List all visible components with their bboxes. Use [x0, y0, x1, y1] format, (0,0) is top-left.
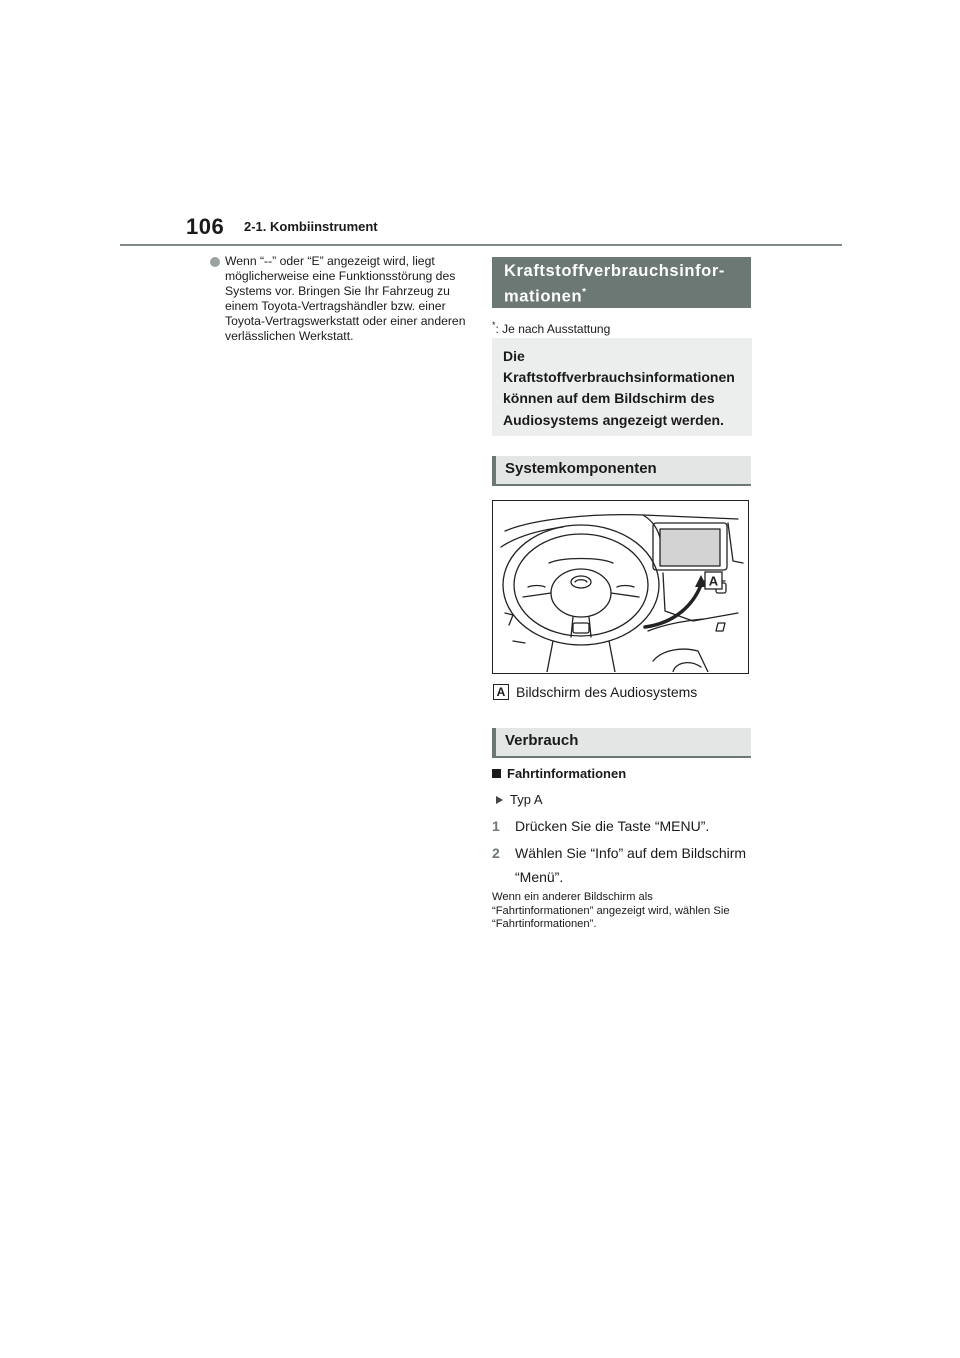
dashboard-drawing: [493, 501, 747, 672]
step-item: [492, 841, 752, 889]
intro-text: Die Kraftstoffverbrauchsinformationen können auf dem Bildschirm des Audiosystems angezeigt werden.: [503, 348, 735, 428]
subheading-components-label: Systemkomponenten: [505, 460, 657, 477]
section-title: 2-1. Kombiinstrument: [244, 219, 378, 234]
intro-box: [492, 338, 752, 436]
page-number: 106: [186, 214, 225, 239]
bullet-dot-icon: [210, 257, 220, 267]
section-heading-line2: mationen: [504, 287, 583, 306]
callout-text: Bildschirm des Audiosystems: [516, 684, 698, 700]
footnote: [492, 320, 610, 336]
figure-callout-a: A: [708, 573, 719, 589]
footnote-asterisk: *: [492, 320, 496, 330]
heading-asterisk: *: [582, 287, 587, 298]
bullet-heading: [492, 766, 626, 781]
section-heading-line1: Kraftstoffverbrauchsinfor-: [504, 262, 725, 280]
bullet-heading-text: Fahrtinformationen: [507, 766, 627, 781]
triangle-bullet-icon: [496, 796, 503, 804]
dashboard-illustration: [492, 500, 749, 674]
subheading-consumption-label: Verbrauch: [505, 732, 579, 749]
step-text: Drücken Sie die Taste “MENU”.: [515, 818, 710, 834]
header-divider: [120, 244, 842, 246]
square-bullet-icon: [492, 769, 501, 778]
step-number: 1: [492, 818, 500, 834]
info-note: Wenn ein anderer Bildschirm als “Fahrtinformationen” angezeigt wird, wählen Sie “Fahrtinformationen”.: [492, 891, 730, 931]
type-label-text: Typ A: [510, 792, 543, 807]
type-label: [496, 792, 543, 807]
subheading-components: [492, 456, 751, 486]
subheading-consumption: [492, 728, 751, 758]
warning-note: [210, 254, 468, 345]
section-heading: [492, 257, 751, 308]
step-item: [492, 814, 752, 838]
warning-note-text: Wenn “--” oder “E” angezeigt wird, liegt möglicherweise eine Funktionsstörung des Systems vor. Bringen Sie Ihr Fahrzeug zu einem Toyota-Vertragshändler bzw. einer Toyota-Vertragswerkstatt oder einer anderen verlässlichen Werkstatt.: [225, 254, 466, 344]
step-text: Wählen Sie “Info” auf dem Bildschirm “Menü”.: [515, 845, 747, 885]
step-number: 2: [492, 845, 500, 861]
footnote-text: : Je nach Ausstattung: [495, 322, 611, 336]
callout-label: A: [493, 684, 509, 700]
